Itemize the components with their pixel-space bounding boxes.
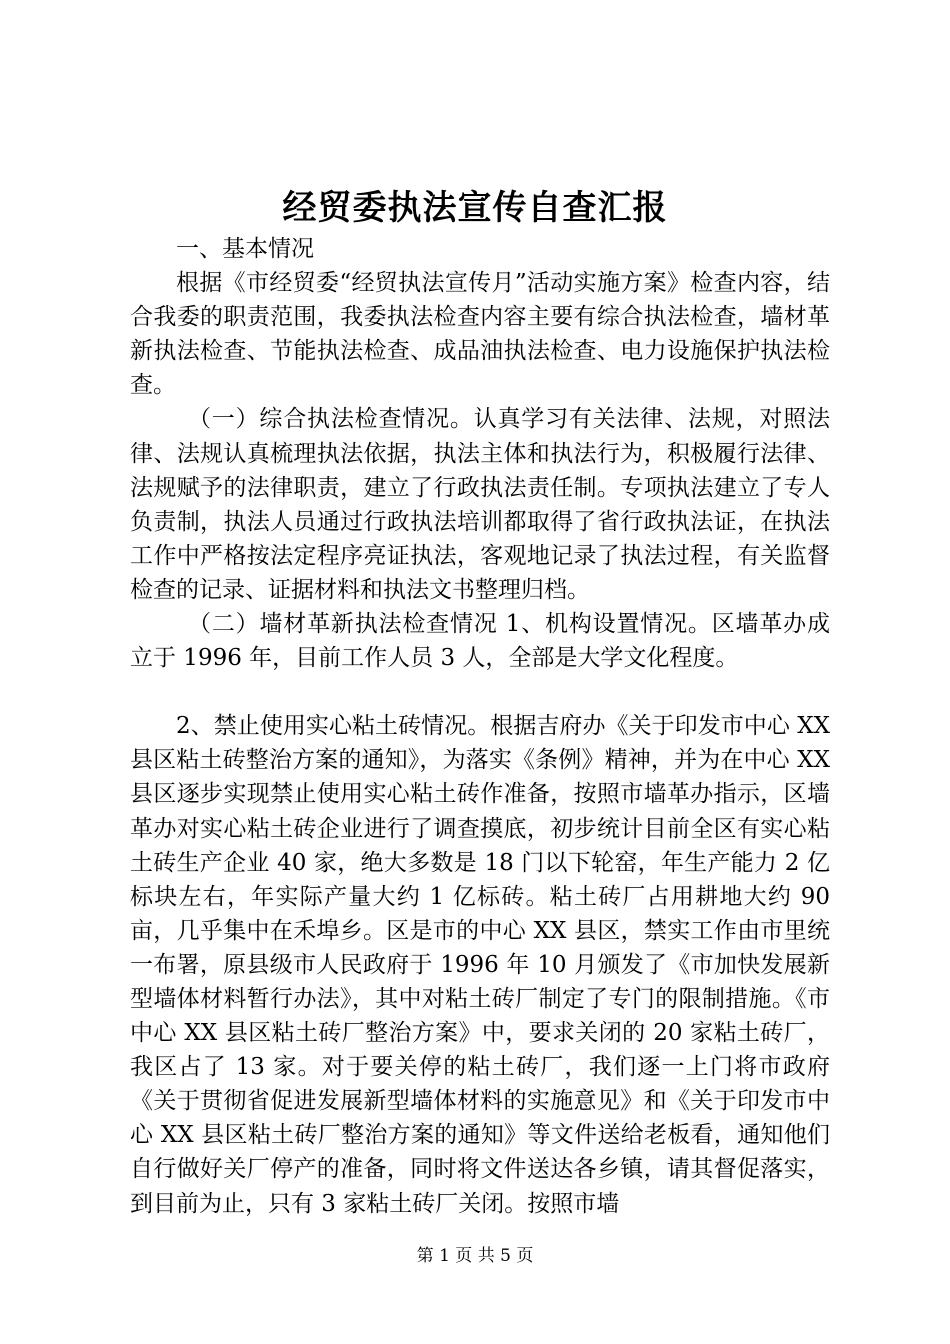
- paragraph-spacer: [130, 675, 830, 709]
- page-footer: 第 1 页 共 5 页: [416, 1246, 534, 1266]
- document-title: 经贸委执法宣传自查汇报: [282, 188, 668, 228]
- paragraph-intro: 根据《市经贸委“经贸执法宣传月”活动实施方案》检查内容，结合我委的职责范围，我委执法检查内容主要有综合执法检查，墙材革新执法检查、节能执法检查、成品油执法检查、电力设施保护执法检查。: [130, 270, 830, 399]
- document-body: [130, 232, 830, 1221]
- section-heading: 一、基本情况: [176, 236, 314, 262]
- paragraph-wall-material-reform: （二）墙材革新执法检查情况 1、机构设置情况。区墙革办成立于 1996 年，目前工作人员 3 人，全部是大学文化程度。: [130, 611, 830, 672]
- paragraph-clay-brick-ban: 2、禁止使用实心粘土砖情况。根据吉府办《关于印发市中心 XX 县区粘土砖整治方案的通知》，为落实《条例》精神，并为在中心 XX 县区逐步实现禁止使用实心粘土砖作准备，按照市墙革办指示，区墙革办对实心粘土砖企业进行了调查摸底，初步统计目前全区有实心粘土砖生产企业 40 家，绝大多数是 18 门以下轮窑，年生产能力 2 亿标块左右，年实际产量大约 1 亿标砖。粘土砖厂占用耕地大约 90 亩，几乎集中在禾埠乡。区是市的中心 XX 县区，禁实工作由市里统一布署，原县级市人民政府于 1996 年 10 月颁发了《市加快发展新型墙体材料暂行办法》，其中对粘土砖厂制定了专门的限制措施。《市中心 XX 县区粘土砖厂整治方案》中，要求关闭的 20 家粘土砖厂，我区占了 13 家。对于要关停的粘土砖厂，我们逐一上门将市政府《关于贯彻省促进发展新型墙体材料的实施意见》和《关于印发市中心 XX 县区粘土砖厂整治方案的通知》等文件送给老板看，通知他们自行做好关厂停产的准备，同时将文件送达各乡镇，请其督促落实，到目前为止，只有 3 家粘土砖厂关闭。按照市墙: [130, 713, 830, 1217]
- paragraph-comprehensive-enforcement: （一）综合执法检查情况。认真学习有关法律、法规，对照法律、法规认真梳理执法依据，执法主体和执法行为，积极履行法律、法规赋予的法律职责，建立了行政执法责任制。专项执法建立了专人负责制，执法人员通过行政执法培训都取得了省行政执法证，在执法工作中严格按法定程序亮证执法，客观地记录了执法过程，有关监督检查的记录、证据材料和执法文书整理归档。: [130, 406, 830, 603]
